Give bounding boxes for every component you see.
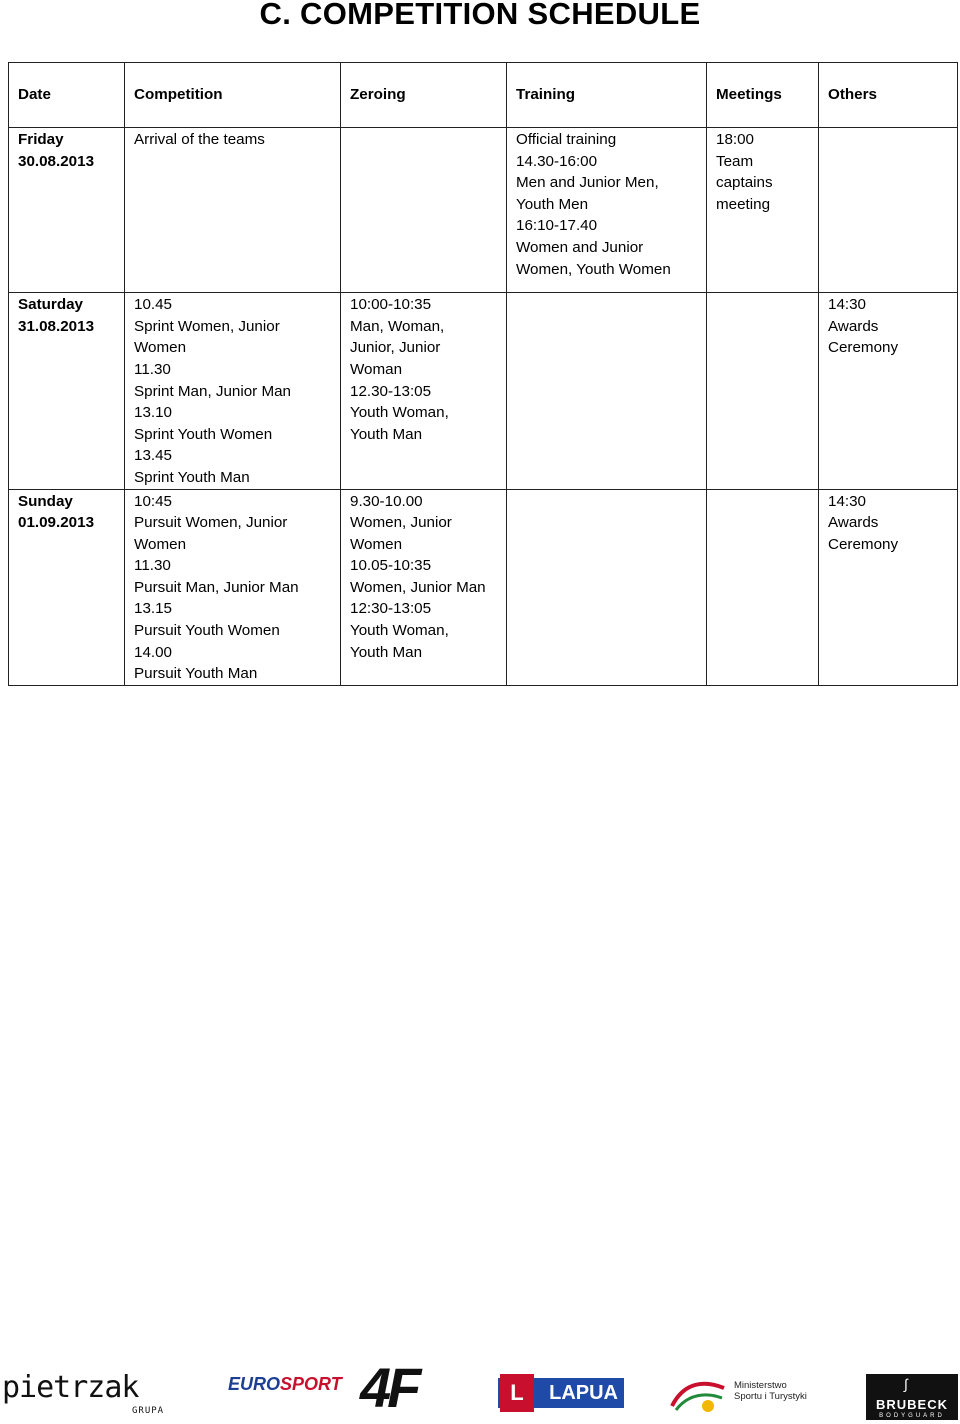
ministry-line-2: Sportu i Turystyki	[734, 1391, 807, 1402]
cell-zeroing	[341, 128, 507, 293]
cell-training	[507, 489, 707, 685]
cell-others	[819, 489, 958, 685]
zeroing-line: Youth Man	[350, 643, 423, 661]
zeroing-line: Youth Woman,	[350, 622, 449, 640]
training-line: Youth Men	[516, 195, 589, 213]
eurosport-logo-euro: EURO	[228, 1374, 281, 1394]
competition-line: Sprint Youth Women	[134, 425, 273, 443]
zeroing-line: Women, Junior Man	[350, 578, 486, 596]
eurosport-logo	[228, 1374, 342, 1395]
zeroing-line: Youth Man	[350, 425, 423, 443]
meetings-line: captains	[716, 174, 773, 192]
cell-zeroing	[341, 489, 507, 685]
cell-competition	[125, 489, 341, 685]
table-row	[9, 128, 958, 293]
competition-line: Women	[134, 339, 187, 357]
zeroing-line: 12.30-13:05	[350, 382, 432, 400]
zeroing-line: 12:30-13:05	[350, 600, 432, 618]
others-line: Ceremony	[828, 339, 899, 357]
header-meetings: Meetings	[707, 63, 819, 128]
competition-line: Pursuit Man, Junior Man	[134, 578, 299, 596]
training-line: Women, Youth Women	[516, 260, 671, 278]
lapua-logo-text: LAPUA	[549, 1382, 618, 1404]
competition-line: Sprint Women, Junior	[134, 317, 280, 335]
header-date: Date	[9, 63, 125, 128]
table-row	[9, 489, 958, 685]
competition-line: Women	[134, 535, 187, 553]
competition-line: 11.30	[134, 360, 171, 378]
date-line: Friday	[18, 131, 64, 148]
pietrzak-logo-sub: GRUPA	[132, 1406, 165, 1416]
cell-competition	[125, 293, 341, 489]
training-line: Official training	[516, 131, 617, 148]
zeroing-line: 10.05-10:35	[350, 557, 432, 575]
competition-line: 14.00	[134, 643, 173, 661]
date-line: 31.08.2013	[18, 317, 95, 335]
date-line: Saturday	[18, 296, 83, 314]
others-line: Awards	[828, 317, 879, 335]
zeroing-line: Woman	[350, 360, 403, 378]
brubeck-logo-sub: BODYGUARD	[879, 1413, 945, 1419]
date-line: Sunday	[18, 492, 73, 510]
sponsor-bar	[0, 1356, 960, 1424]
competition-line: Pursuit Youth Man	[134, 665, 258, 683]
meetings-line: Team	[716, 152, 754, 170]
brubeck-s-icon: ∫	[904, 1376, 908, 1392]
training-line: 14.30-16:00	[516, 152, 598, 170]
others-line: 14:30	[828, 296, 867, 314]
competition-line: Sprint Man, Junior Man	[134, 382, 292, 400]
cell-others	[819, 128, 958, 293]
cell-date	[9, 489, 125, 685]
competition-line: 10:45	[134, 492, 173, 510]
page-title: C. COMPETITION SCHEDULE	[259, 0, 701, 31]
4f-logo: 4F	[360, 1356, 418, 1419]
competition-line: Pursuit Youth Women	[134, 622, 280, 640]
meetings-line: 18:00	[716, 131, 755, 148]
zeroing-line: Youth Woman,	[350, 404, 449, 422]
others-line: 14:30	[828, 492, 867, 510]
header-competition: Competition	[125, 63, 341, 128]
competition-line: 13.15	[134, 600, 173, 618]
header-zeroing: Zeroing	[341, 63, 507, 128]
zeroing-line: Junior, Junior	[350, 339, 441, 357]
date-line: 01.09.2013	[18, 514, 95, 532]
brubeck-logo	[866, 1374, 958, 1420]
others-line: Ceremony	[828, 535, 899, 553]
competition-line: 13.10	[134, 404, 173, 422]
cell-meetings	[707, 128, 819, 293]
eurosport-logo-sport: SPORT	[280, 1374, 342, 1394]
competition-line: Sprint Youth Man	[134, 468, 250, 486]
competition-line: Pursuit Women, Junior	[134, 514, 288, 532]
zeroing-line: 9.30-10.00	[350, 492, 423, 510]
training-line: Men and Junior Men,	[516, 174, 659, 192]
cell-date	[9, 128, 125, 293]
ministry-swirl-icon	[668, 1376, 728, 1416]
competition-line: Arrival of the teams	[134, 131, 265, 148]
brubeck-logo-text: BRUBECK	[876, 1397, 948, 1412]
pietrzak-logo-text: pietrzak	[2, 1370, 139, 1405]
training-line: Women and Junior	[516, 238, 644, 256]
zeroing-line: 10:00-10:35	[350, 296, 432, 314]
header-others: Others	[819, 63, 958, 128]
competition-line: 13.45	[134, 447, 173, 465]
cell-training	[507, 128, 707, 293]
cell-others	[819, 293, 958, 489]
pietrzak-logo	[2, 1370, 165, 1416]
schedule-table	[8, 62, 958, 686]
training-line: 16:10-17.40	[516, 217, 598, 235]
table-row	[9, 293, 958, 489]
meetings-line: meeting	[716, 195, 771, 213]
zeroing-line: Women	[350, 535, 403, 553]
lapua-l-icon: L	[500, 1374, 534, 1412]
zeroing-line: Women, Junior	[350, 514, 452, 532]
cell-meetings	[707, 489, 819, 685]
cell-zeroing	[341, 293, 507, 489]
date-line: 30.08.2013	[18, 152, 95, 170]
header-training: Training	[507, 63, 707, 128]
lapua-logo	[498, 1378, 624, 1408]
competition-line: 11.30	[134, 557, 171, 575]
competition-line: 10.45	[134, 296, 173, 314]
cell-training	[507, 293, 707, 489]
ministry-line-1: Ministerstwo	[734, 1380, 787, 1391]
zeroing-line: Man, Woman,	[350, 317, 445, 335]
cell-meetings	[707, 293, 819, 489]
cell-date	[9, 293, 125, 489]
header-row	[9, 63, 958, 128]
others-line: Awards	[828, 514, 879, 532]
cell-competition	[125, 128, 341, 293]
